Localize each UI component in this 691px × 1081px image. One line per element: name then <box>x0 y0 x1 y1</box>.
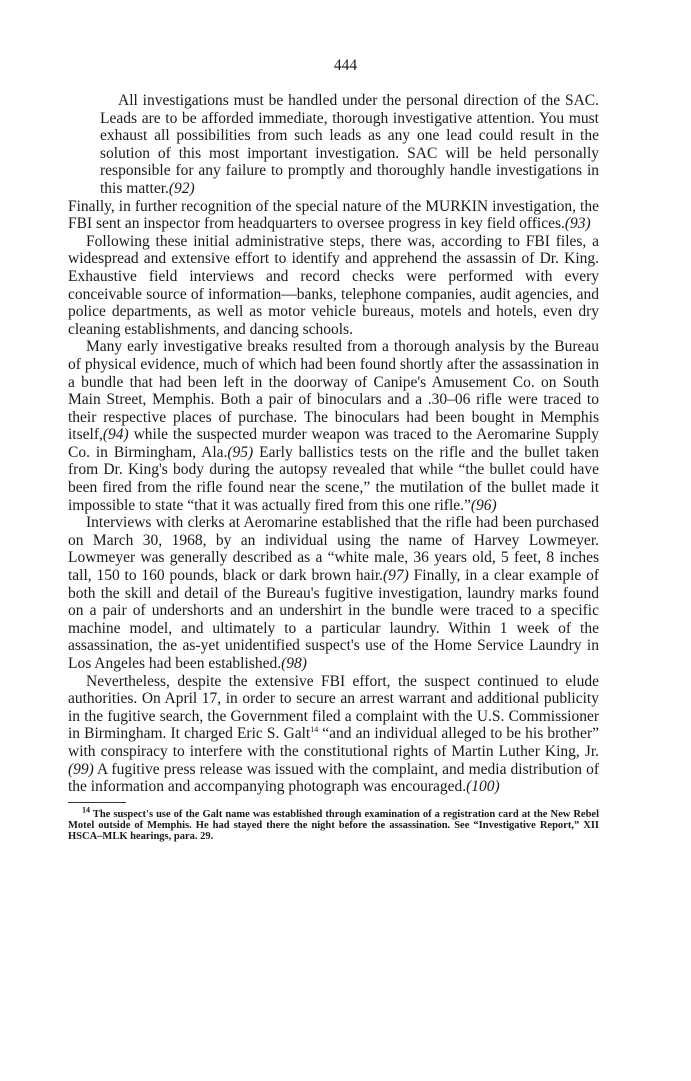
footnote-reference: 14 <box>310 725 319 735</box>
paragraph-arrest-warrant <box>68 673 599 796</box>
paragraph-text: A fugitive press release was issued with the complaint, and media distribution of the information and accompanying photograph was encouraged. <box>68 760 599 796</box>
paragraph-text: “and an individual alleged to be his brother” with conspiracy to interfere with the constitutional rights of Martin Luther King, Jr. <box>68 725 599 760</box>
paragraph-text: Finally, in further recognition of the special nature of the MURKIN investigation, the FBI sent an inspector from headquarters to oversee progress in key field offices. <box>68 197 599 233</box>
paragraph-text: Early ballistics tests on the rifle and the bullet taken from Dr. King's body during the autopsy revealed that while “the bullet could have been fired from the rifle found near the scene,” the mutilation of the bullet made it impossible to state “that it was actually fired from this one rifle.” <box>68 443 599 514</box>
paragraph-text: Interviews with clerks at Aeromarine established that the rifle had been purchased on March 30, 1968, by an individual using the name of Harvey Lowmeyer. Lowmeyer was generally described as a “white male, 36 years old, 5 feet, 8 inches tall, 150 to 160 pounds, black or dark brown hair. <box>68 514 599 585</box>
page-body <box>68 92 599 842</box>
citation: (98) <box>281 655 307 672</box>
citation: (97) <box>383 567 409 585</box>
paragraph-inspector <box>68 198 599 233</box>
paragraph-text: Finally, in a clear example of both the skill and detail of the Bureau's fugitive investigation, laundry marks found on a pair of undershorts and an undershirt in the bundle were traced to a specific machine model, and ultimately to a particular laundry. Within 1 week of the assassination, the as-yet unidentified suspect's use of the Home Service Laundry in Los Angeles had been established. <box>68 567 599 672</box>
paragraph-text: Many early investigative breaks resulted from a thorough analysis by the Bureau of physical evidence, much of which had been found shortly after the assassination in a bundle that had been left in the doorway of Canipe's Amusement Co. on South Main Street, Memphis. Both a pair of binoculars and a .30–06 rifle were traced to their respective places of purchase. The binoculars had been bought in Memphis itself, <box>68 338 599 444</box>
block-quote <box>100 92 599 198</box>
footnote <box>68 805 599 843</box>
citation: (92) <box>168 179 195 197</box>
page-number: 444 <box>333 57 358 74</box>
paragraph-text: Following these initial administrative steps, there was, according to FBI files, a widespread and extensive effort to identify and apprehend the assassin of Dr. King. Exhaustive field interviews and record checks were performed with every conceivable source of information—banks, telephone companies, audit agencies, and police departments, as well as motor vehicle bureaus, motels and hotels, even dry cleaning establishments, and dancing schools. <box>68 232 599 338</box>
paragraph-aeromarine-interviews <box>68 514 599 672</box>
citation: (95) <box>227 443 254 461</box>
paragraph-text: while the suspected murder weapon was traced to the Aeromarine Supply Co. in Birmingham, Ala. <box>68 426 599 461</box>
footnote-mark: 14 <box>82 805 90 815</box>
citation: (100) <box>466 778 500 796</box>
citation: (96) <box>470 496 497 514</box>
paragraph-field-interviews <box>68 233 599 339</box>
paragraph-text: Nevertheless, despite the extensive FBI effort, the suspect continued to elude authorities. On April 17, in order to secure an arrest warrant and additional publicity in the fugitive search, the Government filed a complaint with the U.S. Commissioner in Birmingham. It charged Eric S. Galt <box>68 672 599 743</box>
citation: (99) <box>68 760 94 778</box>
citation: (94) <box>102 426 129 444</box>
citation: (93) <box>564 215 591 233</box>
paragraph-physical-evidence <box>68 338 599 514</box>
footnote-divider <box>68 802 126 803</box>
quote-text: All investigations must be handled under the personal direction of the SAC. Leads are to be afforded immediate, thorough investigative attention. You must exhaust all possibilities from such leads as any one lead could result in the solution of this most important investigation. SAC will be held personally responsible for any failure to promptly and thoroughly handle investigations in this matter. <box>100 92 599 197</box>
footnote-text: The suspect's use of the Galt name was established through examination of a registration card at the New Rebel Motel outside of Memphis. He had stayed there the night before the assassination. See “Investigative Report,” XII HSCA–MLK hearings, para. 29. <box>68 808 599 843</box>
